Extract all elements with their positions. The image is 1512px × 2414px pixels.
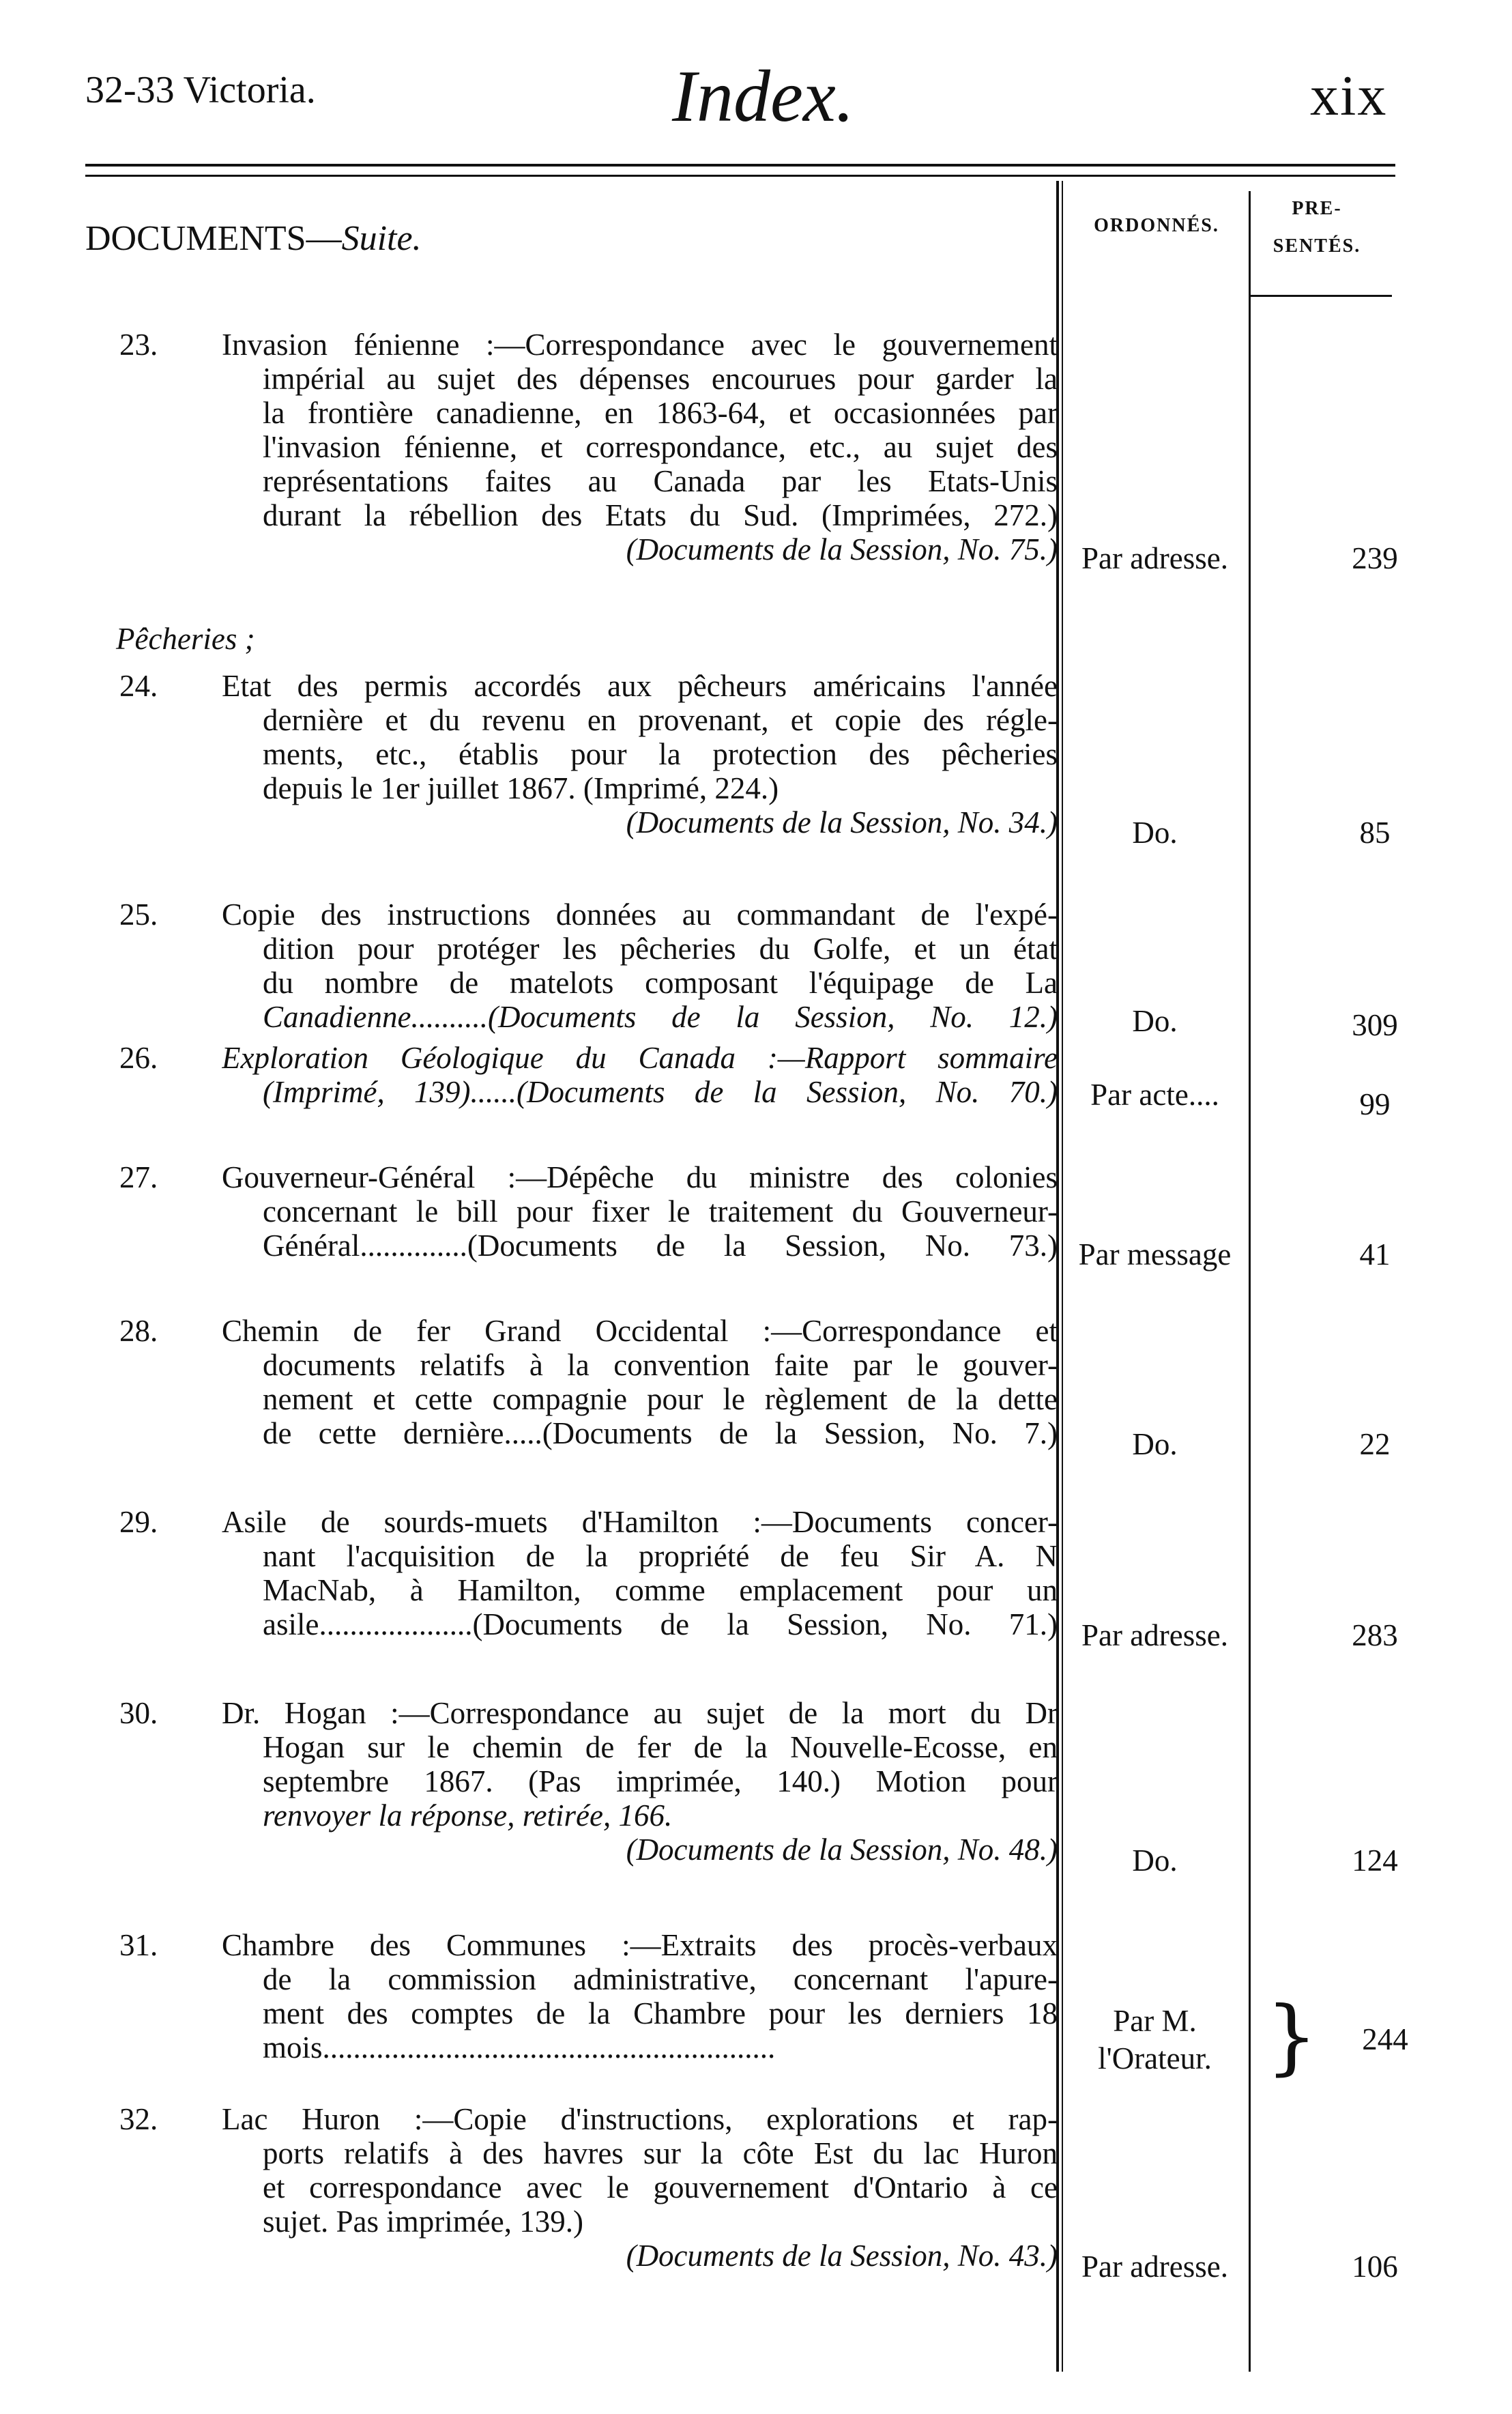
entry-number: 27. bbox=[119, 1160, 158, 1194]
entry-number: 28. bbox=[119, 1314, 158, 1348]
entry-number: 23. bbox=[119, 328, 158, 362]
entry-line: documents relatifs à la convention faite par le gouver- bbox=[263, 1348, 1058, 1382]
entry-30 bbox=[119, 1696, 1058, 1867]
column-rule-2 bbox=[1062, 181, 1063, 2372]
entry-line: mois........................................................... bbox=[263, 2030, 776, 2065]
entry-line: nant l'acquisition de la propriété de feu Sir A. N bbox=[263, 1539, 1058, 1573]
entry-line: représentations faites au Canada par les Etats-Unis bbox=[263, 464, 1058, 498]
entry-number: 24. bbox=[119, 669, 158, 703]
ordonnes-23: Par adresse. bbox=[1081, 541, 1228, 575]
entry-line: et correspondance avec le gouvernement d'Ontario à ce bbox=[263, 2170, 1058, 2204]
entry-25 bbox=[119, 897, 1058, 1034]
entry-line: Canadienne..........(Documents de la Session, No. 12.) bbox=[263, 1000, 1058, 1034]
entry-line: depuis le 1er juillet 1867. (Imprimé, 224.) bbox=[263, 771, 779, 805]
entry-line: renvoyer la réponse, retirée, 166. bbox=[263, 1798, 673, 1833]
entry-29 bbox=[119, 1505, 1058, 1641]
presentes-29: 283 bbox=[1352, 1618, 1398, 1652]
entry-line: sujet. Pas imprimée, 139.) bbox=[263, 2204, 583, 2239]
presentes-27: 41 bbox=[1359, 1237, 1391, 1271]
entry-line: Chambre des Communes :—Extraits des procès-verbaux bbox=[222, 1928, 1058, 1962]
entry-number: 25. bbox=[119, 897, 158, 932]
entry-line: Dr. Hogan :—Correspondance au sujet de la mort du Dr bbox=[222, 1696, 1058, 1730]
entry-line: (Documents de la Session, No. 43.) bbox=[626, 2239, 1058, 2273]
entry-26 bbox=[119, 1041, 1058, 1109]
entry-line: (Documents de la Session, No. 34.) bbox=[626, 805, 1058, 839]
entry-28 bbox=[119, 1314, 1058, 1450]
presentes-26: 99 bbox=[1359, 1087, 1391, 1121]
entry-31 bbox=[119, 1928, 1058, 2065]
presentes-25: 309 bbox=[1352, 1008, 1398, 1042]
ordonnes-24: Do. bbox=[1132, 816, 1178, 850]
entry-line: nement et cette compagnie pour le règlement de la dette bbox=[263, 1382, 1058, 1416]
entry-number: 29. bbox=[119, 1505, 158, 1539]
entry-line: (Documents de la Session, No. 48.) bbox=[626, 1833, 1058, 1867]
entry-24 bbox=[119, 669, 1058, 839]
column-head-presentes-1: PRE- bbox=[1292, 198, 1342, 219]
entry-number: 30. bbox=[119, 1696, 158, 1730]
ordonnes-25: Do. bbox=[1132, 1004, 1178, 1038]
entry-line: concernant le bill pour fixer le traitement du Gouverneur- bbox=[263, 1194, 1058, 1228]
running-head-left: 32-33 Victoria. bbox=[85, 69, 316, 111]
entry-line: MacNab, à Hamilton, comme emplacement pour un bbox=[263, 1573, 1058, 1607]
entry-line: la frontière canadienne, en 1863-64, et occasionnées par bbox=[263, 396, 1058, 430]
entry-line: Etat des permis accordés aux pêcheurs américains l'année bbox=[222, 669, 1058, 703]
column-head-rule bbox=[1249, 295, 1392, 297]
entry-line: Invasion fénienne :—Correspondance avec le gouvernement bbox=[222, 328, 1058, 362]
entry-27 bbox=[119, 1160, 1058, 1263]
subheading-pecheries: Pêcheries ; bbox=[116, 622, 255, 656]
entry-line: (Imprimé, 139)......(Documents de la Session, No. 70.) bbox=[263, 1075, 1058, 1109]
entry-line: de cette dernière.....(Documents de la Session, No. 7.) bbox=[263, 1416, 1058, 1450]
column-rule-3 bbox=[1249, 191, 1251, 2372]
entry-number: 32. bbox=[119, 2102, 158, 2136]
presentes-32: 106 bbox=[1352, 2250, 1398, 2284]
entry-line: ments, etc., établis pour la protection des pêcheries bbox=[263, 737, 1058, 771]
entry-line: l'invasion fénienne, et correspondance, etc., au sujet des bbox=[263, 430, 1058, 464]
ordonnes-30: Do. bbox=[1132, 1843, 1178, 1878]
ordonnes-29: Par adresse. bbox=[1081, 1618, 1228, 1652]
entry-line: Asile de sourds-muets d'Hamilton :—Documents concer- bbox=[222, 1505, 1058, 1539]
entry-line: Lac Huron :—Copie d'instructions, explorations et rap- bbox=[222, 2102, 1058, 2136]
entry-line: dernière et du revenu en provenant, et copie des régle- bbox=[263, 703, 1058, 737]
entry-line: Gouverneur-Général :—Dépêche du ministre des colonies bbox=[222, 1160, 1058, 1194]
entry-line: septembre 1867. (Pas imprimée, 140.) Motion pour bbox=[263, 1764, 1058, 1798]
entry-line: (Documents de la Session, No. 75.) bbox=[626, 532, 1058, 566]
ordonnes-31-line1: Par M. bbox=[1113, 2004, 1197, 2038]
column-head-ordonnes: ORDONNÉS. bbox=[1094, 215, 1219, 236]
entry-line: Exploration Géologique du Canada :—Rapport sommaire bbox=[222, 1041, 1058, 1075]
entry-23 bbox=[119, 328, 1058, 566]
entry-line: de la commission administrative, concernant l'apure- bbox=[263, 1962, 1058, 1996]
presentes-31: 244 bbox=[1362, 2022, 1408, 2056]
entry-line: ports relatifs à des havres sur la côte Est du lac Huron bbox=[263, 2136, 1058, 2170]
entry-line: impérial au sujet des dépenses encourues pour garder la bbox=[263, 362, 1058, 396]
ordonnes-26: Par acte.... bbox=[1090, 1078, 1219, 1112]
ordonnes-27: Par message bbox=[1078, 1237, 1232, 1271]
page-number: xix bbox=[1310, 64, 1388, 128]
running-head-title: Index. bbox=[672, 56, 854, 137]
entry-line: durant la rébellion des Etats du Sud. (Imprimées, 272.) bbox=[263, 498, 1058, 532]
entry-line: Général..............(Documents de la Session, No. 73.) bbox=[263, 1228, 1058, 1263]
column-head-presentes-2: SENTÉS. bbox=[1273, 235, 1361, 257]
ordonnes-28: Do. bbox=[1132, 1427, 1178, 1461]
ordonnes-32: Par adresse. bbox=[1081, 2250, 1228, 2284]
entry-line: Copie des instructions données au commandant de l'expé- bbox=[222, 897, 1058, 932]
presentes-23: 239 bbox=[1352, 541, 1398, 575]
ordonnes-31-line2: l'Orateur. bbox=[1098, 2041, 1212, 2075]
entry-line: du nombre de matelots composant l'équipage de La bbox=[263, 966, 1058, 1000]
entry-line: dition pour protéger les pêcheries du Golfe, et un état bbox=[263, 932, 1058, 966]
entry-number: 26. bbox=[119, 1041, 158, 1075]
entry-line: Hogan sur le chemin de fer de la Nouvelle-Ecosse, en bbox=[263, 1730, 1058, 1764]
entry-number: 31. bbox=[119, 1928, 158, 1962]
presentes-28: 22 bbox=[1359, 1427, 1391, 1461]
header-rule-top bbox=[85, 164, 1395, 167]
brace-icon: } bbox=[1266, 1989, 1318, 2084]
presentes-30: 124 bbox=[1352, 1843, 1398, 1878]
entry-line: Chemin de fer Grand Occidental :—Correspondance et bbox=[222, 1314, 1058, 1348]
entry-line: ment des comptes de la Chambre pour les derniers 18 bbox=[263, 1996, 1058, 2030]
entry-32 bbox=[119, 2102, 1058, 2273]
presentes-24: 85 bbox=[1359, 816, 1391, 850]
section-title: DOCUMENTS—Suite. bbox=[85, 219, 422, 258]
header-rule-bottom bbox=[85, 175, 1395, 177]
entry-line: asile....................(Documents de la Session, No. 71.) bbox=[263, 1607, 1058, 1641]
